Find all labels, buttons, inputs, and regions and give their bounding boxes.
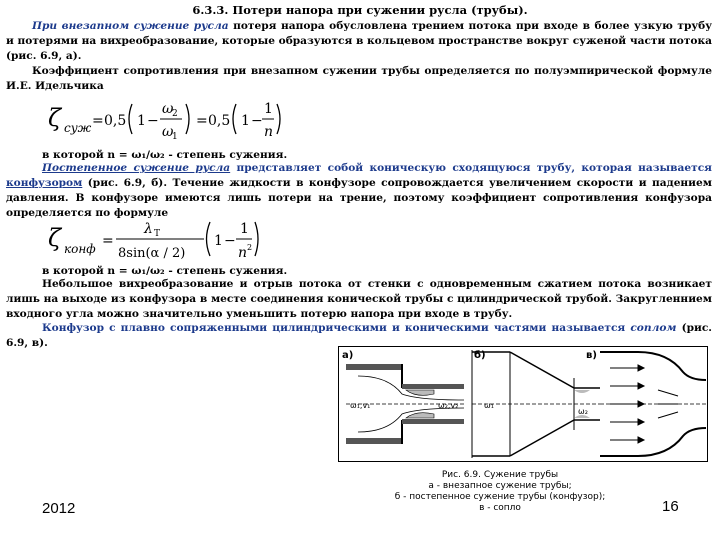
paragraph-text: (рис. 6.9, в).	[6, 322, 712, 349]
svg-text:1: 1	[137, 113, 146, 129]
label-w1v1: ω₁,v₁	[350, 401, 371, 410]
svg-text:−: −	[251, 113, 263, 129]
caption-line: а - внезапное сужение трубы;	[428, 481, 572, 491]
caption-line: в - сопло	[479, 503, 521, 513]
svg-text:1: 1	[214, 233, 223, 249]
svg-text:1: 1	[240, 221, 249, 237]
svg-text:1: 1	[172, 132, 178, 142]
svg-text:1: 1	[264, 101, 273, 117]
label-c: в)	[586, 350, 597, 361]
paragraph-text: Конфузор с плавно сопряженными цилиндрическими и коническими частями называется	[42, 322, 631, 334]
svg-text:ω: ω	[162, 124, 174, 140]
zeta-symbol: ζ	[48, 224, 62, 252]
caption-line: Рис. 6.9. Сужение трубы	[441, 470, 559, 480]
formula-sudden-contraction	[44, 92, 284, 146]
label-w2v2: ω₂,v₂	[438, 401, 459, 410]
paragraph-text: потеря напора обусловлена трением потока при входе в более узкую трубу и потерями на вихреобразование, которые образуются в кольцевом пространстве вокруг суженой части потока (рис. 6.9, а).	[6, 20, 712, 62]
page-number: 16	[662, 498, 679, 515]
footer-year: 2012	[42, 500, 76, 517]
term-sudden-contraction: При внезапном сужение русла	[32, 20, 229, 32]
svg-text:ω: ω	[162, 101, 174, 117]
label-b: б)	[474, 350, 486, 361]
svg-text:λ: λ	[144, 221, 153, 237]
term-nozzle: соплом	[630, 322, 677, 334]
svg-text:−: −	[224, 233, 236, 249]
svg-text:1: 1	[241, 113, 250, 129]
svg-text:n: n	[238, 245, 248, 261]
svg-text:=: =	[196, 113, 208, 129]
paragraph-text: в которой n = ω₁/ω₂ - степень сужения.	[42, 265, 288, 277]
svg-text:n: n	[264, 124, 274, 140]
svg-text:8sin(α / 2): 8sin(α / 2)	[118, 246, 186, 261]
zeta-subscript: суж	[64, 121, 92, 135]
figure-contraction	[338, 346, 708, 462]
term-gradual-contraction: Постепенное сужение русла	[42, 162, 231, 174]
svg-text:=: =	[102, 233, 114, 249]
paragraph-sudden-contraction	[6, 19, 712, 64]
coefficient-1: 0,5	[104, 113, 127, 129]
coefficient-2: 0,5	[208, 113, 231, 129]
label-a: а)	[342, 350, 354, 361]
formula-confuser	[44, 212, 264, 266]
svg-text:=: =	[92, 113, 104, 129]
svg-text:2: 2	[172, 109, 178, 119]
label-w1: ω₁	[484, 401, 494, 410]
zeta-subscript: конф	[64, 242, 96, 256]
section-title: 6.3.3. Потери напора при сужении русла (трубы).	[192, 3, 528, 17]
paragraph-text: представляет собой коническую сходящуюся трубу, которая называется	[230, 162, 712, 174]
paragraph-coefficient	[6, 64, 712, 94]
svg-text:T: T	[154, 229, 161, 239]
figure-caption	[370, 470, 630, 514]
svg-text:−: −	[147, 113, 159, 129]
paragraph-text: Небольшое вихреобразование и отрыв потока от стенки с одновременным сжатием потока возникает лишь на выходе из конфузора в месте соединения конической трубы с цилиндрической трубой. Закругленнием входного угла можно значительно уменьшить потерю напора при входе в трубу.	[6, 278, 712, 320]
paragraph-text: (рис. 6.9, б). Течение жидкости в конфузоре сопровождается увеличением скорости и падением давления. В конфузоре имеются лишь потери на трение, поэтому коэффициент сопротивления конфузора определяется по формуле	[6, 177, 712, 219]
paragraph-text: в которой n = ω₁/ω₂ - степень сужения.	[42, 149, 288, 161]
caption-line: б - постепенное сужение трубы (конфузор);	[394, 492, 606, 502]
paragraph-text: Коэффициент сопротивления при внезапном сужении трубы определяется по полуэмпирической формуле И.Е. Идельчика	[6, 65, 712, 92]
term-confuser: конфузором	[6, 177, 83, 189]
zeta-symbol: ζ	[48, 104, 62, 132]
label-w2: ω₂	[578, 407, 588, 416]
paragraph-vortex	[6, 277, 712, 322]
svg-text:2: 2	[247, 243, 253, 252]
